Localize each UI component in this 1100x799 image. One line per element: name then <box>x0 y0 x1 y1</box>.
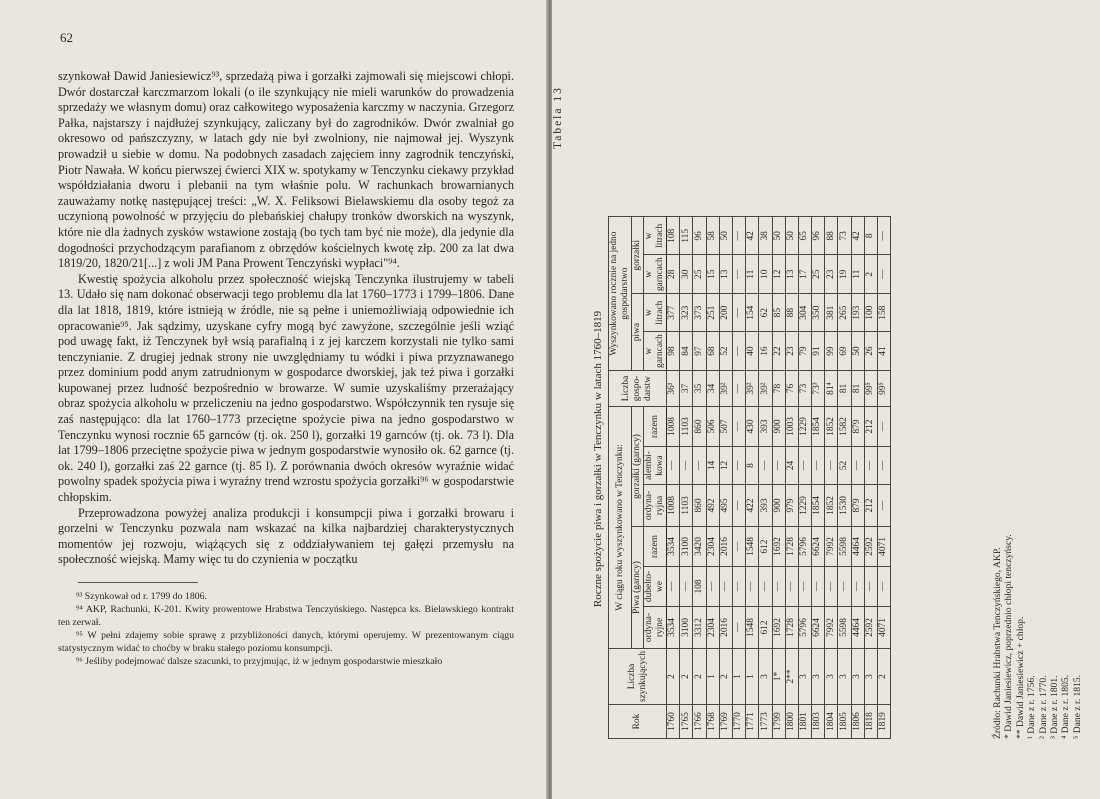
table-cell: 1008 <box>667 406 680 446</box>
table-cell: 39² <box>719 370 732 406</box>
table-cell: 1852 <box>825 484 838 526</box>
table-cell: 6624 <box>812 526 825 566</box>
table-cell: 10 <box>759 255 772 294</box>
table-cell: — <box>825 566 838 606</box>
table-cell: 2 <box>693 648 706 704</box>
table-cell: 42 <box>746 217 759 255</box>
header-dubeltowe: dubelto-we <box>644 566 667 606</box>
header-razem-gorzalki: razem <box>644 406 667 446</box>
table-cell: 3 <box>798 648 811 704</box>
table-cell: — <box>798 566 811 606</box>
table-cell: 979 <box>785 484 798 526</box>
table-cell: — <box>759 446 772 484</box>
table-note: ² Dane z r. 1770. <box>1037 675 1049 739</box>
table-row <box>746 217 759 739</box>
left-page <box>0 0 548 799</box>
table-cell: 1728 <box>785 526 798 566</box>
table-cell: 22 <box>772 332 785 371</box>
table-row <box>693 217 706 739</box>
table-cell: — <box>706 566 719 606</box>
table-cell: 1003 <box>785 406 798 446</box>
table-cell: 1799 <box>772 705 785 739</box>
table-note: * Dawid Janiesiewicz, poprzednio chłopi tenczyńscy. <box>1003 534 1015 739</box>
table-cell: 12 <box>772 255 785 294</box>
table-cell: 212 <box>864 484 877 526</box>
table-cell: 85 <box>772 294 785 332</box>
table-cell: — <box>719 566 732 606</box>
right-page <box>552 0 1100 799</box>
table-cell: 492 <box>706 484 719 526</box>
table-cell: 3100 <box>680 526 693 566</box>
table-cell: 97 <box>693 332 706 371</box>
table-cell: 39² <box>759 370 772 406</box>
table-cell: 2 <box>667 648 680 704</box>
table-cell: 25 <box>693 255 706 294</box>
table-cell: 73³ <box>812 370 825 406</box>
table-cell: 19 <box>838 255 851 294</box>
table-cell: — <box>825 446 838 484</box>
table-cell: 50 <box>772 217 785 255</box>
table-cell: 62 <box>759 294 772 332</box>
table-cell: 3 <box>759 648 772 704</box>
table-cell: 81 <box>851 370 864 406</box>
table-cell: 1692 <box>772 606 785 648</box>
table-cell: 100 <box>864 294 877 332</box>
table-note: ** Dawid Janiesiewicz + chłop. <box>1014 616 1026 739</box>
table-cell: 68 <box>706 332 719 371</box>
table-cell: — <box>864 446 877 484</box>
header-piwa-litrach: w litrach <box>644 294 667 332</box>
table-cell: 79 <box>798 332 811 371</box>
table-cell: — <box>680 566 693 606</box>
table-cell: 16 <box>759 332 772 371</box>
table-cell: — <box>851 446 864 484</box>
table-cell: 2 <box>680 648 693 704</box>
table-cell: — <box>772 566 785 606</box>
header-w-ciagu-roku: W ciągu roku wyszynkowano w Tenczynku: <box>609 406 632 648</box>
table-cell: 4464 <box>851 526 864 566</box>
table-cell: 5598 <box>838 606 851 648</box>
table-cell: 3100 <box>680 606 693 648</box>
table-cell: 76 <box>785 370 798 406</box>
table-cell: 377 <box>667 294 680 332</box>
table-cell: — <box>693 446 706 484</box>
table-cell: 154 <box>746 294 759 332</box>
table-cell: 158 <box>878 294 891 332</box>
table-cell: 5796 <box>798 526 811 566</box>
table-cell: 612 <box>759 606 772 648</box>
table-cell: 1854 <box>812 484 825 526</box>
footnote-93: ⁹³ Szynkował od r. 1799 do 1806. <box>76 591 207 602</box>
table-cell: 506 <box>706 406 719 446</box>
table-cell: 12 <box>719 446 732 484</box>
table-row <box>851 217 864 739</box>
table-row <box>706 217 719 739</box>
table-cell: 1852 <box>825 406 838 446</box>
table-cell: 52 <box>719 332 732 371</box>
table-cell: 14 <box>706 446 719 484</box>
table-cell: 879 <box>851 406 864 446</box>
table-cell: 73 <box>838 217 851 255</box>
table-note: ⁵ Dane z r. 1815. <box>1071 674 1083 739</box>
table-cell: 88 <box>825 217 838 255</box>
table-cell: 1765 <box>680 705 693 739</box>
table-row <box>785 217 798 739</box>
table-cell: 5598 <box>838 526 851 566</box>
table-cell: 900 <box>772 406 785 446</box>
table-cell: — <box>785 566 798 606</box>
header-piwa-per-household: piwa <box>632 294 644 371</box>
table-cell: 1008 <box>667 484 680 526</box>
table-cell: 1760 <box>667 705 680 739</box>
table-row <box>812 217 825 739</box>
table-cell: 1801 <box>798 705 811 739</box>
table-cell: 193 <box>851 294 864 332</box>
table-cell: 373 <box>693 294 706 332</box>
table-cell: 6624 <box>812 606 825 648</box>
table-cell: 1728 <box>785 606 798 648</box>
table-cell: 34 <box>706 370 719 406</box>
table-cell: 612 <box>759 526 772 566</box>
table-cell: 40 <box>746 332 759 371</box>
table-cell: 2 <box>878 648 891 704</box>
table-row <box>825 217 838 739</box>
table-cell: 1* <box>772 648 785 704</box>
table-cell: 860 <box>693 406 706 446</box>
table-cell: — <box>838 566 851 606</box>
table-cell: — <box>878 217 891 255</box>
header-wyszynkowano-rocznie: Wyszynkowano rocznie na jedno gospodarstwo <box>609 217 632 371</box>
table-cell: 2304 <box>706 606 719 648</box>
table-cell: 1530 <box>838 484 851 526</box>
table-cell: — <box>732 484 745 526</box>
table-cell: 3534 <box>667 606 680 648</box>
table-cell: 35 <box>693 370 706 406</box>
table-cell: 3 <box>838 648 851 704</box>
table-cell: 36¹ <box>667 370 680 406</box>
table-cell: — <box>878 255 891 294</box>
table-cell: — <box>772 446 785 484</box>
table-cell: 25 <box>812 255 825 294</box>
table-cell: 38 <box>759 217 772 255</box>
table-cell: 96 <box>812 217 825 255</box>
table-cell: 3312 <box>693 606 706 648</box>
table-cell: 24 <box>785 446 798 484</box>
main-text <box>58 69 514 568</box>
header-gorzalki-per-household: gorzałki <box>632 217 644 294</box>
table-cell: 37 <box>680 370 693 406</box>
table-cell: 4464 <box>851 606 864 648</box>
table-cell: 99 <box>825 332 838 371</box>
table-note: ¹ Dane z r. 1756. <box>1026 675 1038 739</box>
table-cell: 1770 <box>732 705 745 739</box>
footnote-rule <box>78 582 198 583</box>
table-cell: — <box>878 446 891 484</box>
table-cell: 50 <box>719 217 732 255</box>
table-cell: 1768 <box>706 705 719 739</box>
table-cell: 81 <box>838 370 851 406</box>
table-cell: 3534 <box>667 526 680 566</box>
table-cell: 1548 <box>746 606 759 648</box>
table-label: Tabela 13 <box>552 86 564 149</box>
table-cell: 91 <box>812 332 825 371</box>
consumption-table <box>608 216 891 739</box>
table-cell: 3 <box>864 648 877 704</box>
table-cell: 23 <box>825 255 838 294</box>
table-cell: 1819 <box>878 705 891 739</box>
table-cell: 507 <box>719 406 732 446</box>
table-cell: 108 <box>693 566 706 606</box>
header-razem-piwa: razem <box>644 526 667 566</box>
table-cell: 1103 <box>680 484 693 526</box>
table-cell: 1805 <box>838 705 851 739</box>
table-cell: 323 <box>680 294 693 332</box>
table-cell: — <box>732 370 745 406</box>
table-cell: — <box>864 566 877 606</box>
header-piwa-garncach: w garncach <box>644 332 667 371</box>
table-cell: 3 <box>851 648 864 704</box>
table-cell: 2 <box>864 255 877 294</box>
table-cell: 7992 <box>825 606 838 648</box>
table-cell: 304 <box>798 294 811 332</box>
table-note: ⁴ Dane z r. 1805. <box>1060 674 1072 739</box>
table-cell: 2 <box>719 648 732 704</box>
table-cell: 98 <box>667 332 680 371</box>
table-cell: 84 <box>680 332 693 371</box>
table-cell: — <box>680 446 693 484</box>
table-cell: 42 <box>851 217 864 255</box>
table-cell: 81⁴ <box>825 370 838 406</box>
table-cell: — <box>732 294 745 332</box>
table-cell: 52 <box>838 446 851 484</box>
table-cell: — <box>732 566 745 606</box>
table-cell: 11 <box>746 255 759 294</box>
table-cell: 900 <box>772 484 785 526</box>
table-cell: 393 <box>759 484 772 526</box>
table-cell: — <box>667 446 680 484</box>
table-cell: 1 <box>746 648 759 704</box>
table-cell: 2592 <box>864 526 877 566</box>
table-cell: — <box>746 566 759 606</box>
table-cell: — <box>878 406 891 446</box>
table-row <box>759 217 772 739</box>
table-note: Źródło: Rachunki Hrabstwa Tenczyńskiego, AKP. <box>992 547 1003 739</box>
table-cell: — <box>732 446 745 484</box>
table-notes <box>992 534 1083 739</box>
table-cell: 13 <box>785 255 798 294</box>
table-cell: — <box>851 566 864 606</box>
header-gorzalki-litrach: w litrach <box>644 217 667 255</box>
table-cell: 1229 <box>798 484 811 526</box>
table-cell: — <box>732 217 745 255</box>
table-cell: — <box>812 566 825 606</box>
table-cell: 2** <box>785 648 798 704</box>
table-note: ³ Dane z r. 1801. <box>1049 675 1061 739</box>
table-title: Roczne spożycie piwa i gorzałki w Tenczynku w latach 1760–1819 <box>592 310 604 608</box>
table-row <box>878 217 891 739</box>
table-cell: 265 <box>838 294 851 332</box>
table-cell: 88 <box>785 294 798 332</box>
table-cell: 350 <box>812 294 825 332</box>
table-cell: 393 <box>759 406 772 446</box>
table-cell: 1582 <box>838 406 851 446</box>
table-cell: 495 <box>719 484 732 526</box>
table-cell: 73 <box>798 370 811 406</box>
table-cell: 99⁵ <box>864 370 877 406</box>
table-cell: — <box>759 566 772 606</box>
table-row <box>719 217 732 739</box>
table-cell: — <box>878 566 891 606</box>
table-cell: — <box>878 484 891 526</box>
table-cell: — <box>732 406 745 446</box>
table-row <box>798 217 811 739</box>
paragraph-2: Kwestię spożycia alkoholu przez społeczność wiejską Tenczynka ilustrujemy w tabeli 13. Udało się nam dokonać obserwacji tego problemu dla lat 1760–1773 i 1799–1806. Dane dla lat 1818, 1819, które istnieją w źródle, nie są pełne i uniemożliwiają odpowiednie ich opracowanie⁹⁵. Jak sądzimy, uzyskane cyfry mogą być zawyżone, szczególnie jeśli wziąć pod uwagę fakt, iż Tenczynek był wsią parafialną i z jej karczem korzystali nie tylko sami tenczynianie. Z drugiej jednak strony nie uwzględniamy tu wódki i piwa przyznawanego przez dominium podd anym zatrudnionym w gospodarce dworskiej, jak też piwa i gorzałki kupowanej przez ludność bezpośrednio w browarze. W sumie uzyskaliśmy przerażający obraz spożycia alkoholu w przeliczeniu na jedno gospodarstwo. Współczynnik ten rysuje się zaś następująco: dla lat 1760–1773 przeciętne spożycie piwa na jedno gospodarstwo w Tenczynku wynosi rocznie 65 garnców (tj. ok. 250 l), gorzałki 19 garnców (tj. ok. 73 l). Dla lat 1799–1806 przeciętne spożycie piwa w jednym gospodarstwie wynosiło ok. 62 garnce (tj. ok. 240 l), gorzałki zaś 22 garnce (tj. 85 l). Z porównania dwóch okresów wyraźnie widać powolny spadek spożycia piwa i wyraźny trend wzrostu spożycia gorzałki⁹⁶ w gospodarstwie chłopskim. <box>58 271 514 505</box>
table-cell: 1103 <box>680 406 693 446</box>
table-cell: 1692 <box>772 526 785 566</box>
table-cell: 1854 <box>812 406 825 446</box>
table-cell: 41 <box>878 332 891 371</box>
table-cell: 2016 <box>719 606 732 648</box>
header-gorzalki: gorzałki (garncy) <box>632 406 644 526</box>
table-cell: 17 <box>798 255 811 294</box>
table-cell: 1771 <box>746 705 759 739</box>
table-row <box>680 217 693 739</box>
table-cell: 4071 <box>878 606 891 648</box>
table-cell: 58 <box>706 217 719 255</box>
header-ordynaryjne: ordyna-ryjne <box>644 606 667 648</box>
table-row <box>667 217 680 739</box>
paragraph-1: szynkował Dawid Janiesiewicz⁹³, sprzedażą piwa i gorzałki zajmowali się miejscowi chłopi. Dwór dostarczał karczmarzom lokali (o ile szynkujący nie mieli warunków do prowadzenia sprzedaży we własnym domu) oraz całkowitego wyposażenia karczmy w naczynia. Grzegorz Pałka, najstarszy i najdłużej szynkujący, zaliczany był do zagrodników. Dwór zwalniał go okresowo od pańszczyzny, w latach gdy nie był zwolniony, nie najmował jej. Wyszynk prowadził u siebie w domu. Na podobnych zasadach zajęciem inny zagrodnik tenczyński, Piotr Nawała. W końcu pierwszej ćwierci XIX w. spotykamy w Tenczynku ciekawy przykład współdziałania dworu i plebanii na tym właśnie polu. W rachunkach browarnianych zauważamy notkę następującej treści: „W. X. Feliksowi Bielawskiemu dla osoby tegoż za uczynioną powolność w przyjęciu do plebańskiej chałupy tronków dworskich na wyszynk, które nie dla żadnych zysków wstawione zostają (bo tych tam być nie może), dla jedynie dla dogodności przychodzącym parafianom z obrzędów kościelnych kwotę złp. 200 za lat dwa 1819/20, 1820/21[...] z woli JM Pana Prowent Tenczyński wypłaci"⁹⁴. <box>58 69 514 271</box>
table-cell: 1769 <box>719 705 732 739</box>
table-row <box>864 217 877 739</box>
table-cell: 39² <box>746 370 759 406</box>
table-cell: 8 <box>864 217 877 255</box>
table-cell: 50 <box>851 332 864 371</box>
table-cell: 28 <box>667 255 680 294</box>
table-cell: 1548 <box>746 526 759 566</box>
table-cell: 3 <box>812 648 825 704</box>
table-cell: 8 <box>746 446 759 484</box>
table-cell: 1818 <box>864 705 877 739</box>
table-cell: 11 <box>851 255 864 294</box>
paragraph-3: Przeprowadzona powyżej analiza produkcji i konsumpcji piwa i gorzałki browaru i gorzelni w Tenczynku pozwala nam wskazać na kilka najbardziej charakterystycznych momentów jej rozwoju, wiążących się z oddziaływaniem tej gałęzi przemysłu na społeczność wiejską. Mamy więc tu do czynienia w początku <box>58 505 514 567</box>
table-cell: 2016 <box>719 526 732 566</box>
table-row <box>772 217 785 739</box>
table-cell: 1803 <box>812 705 825 739</box>
table-cell: 5796 <box>798 606 811 648</box>
table-cell: 1800 <box>785 705 798 739</box>
table-cell: 251 <box>706 294 719 332</box>
table-body <box>667 217 891 739</box>
table-cell: 212 <box>864 406 877 446</box>
table-cell: — <box>667 566 680 606</box>
table-cell: 30 <box>680 255 693 294</box>
table-cell: 1766 <box>693 705 706 739</box>
table-cell: — <box>732 526 745 566</box>
table-cell: 65 <box>798 217 811 255</box>
table-cell: 115 <box>680 217 693 255</box>
table-cell: 1804 <box>825 705 838 739</box>
table-cell: 1 <box>706 648 719 704</box>
table-cell: 3 <box>825 648 838 704</box>
header-alembikowa: alembi-kowa <box>644 446 667 484</box>
table-cell: — <box>732 606 745 648</box>
table-cell: 7992 <box>825 526 838 566</box>
table-cell: 15 <box>706 255 719 294</box>
page-number: 62 <box>60 30 73 45</box>
table-cell: 2304 <box>706 526 719 566</box>
table-cell: 1229 <box>798 406 811 446</box>
header-piwa: Piwa (garncy) <box>632 526 644 648</box>
table-cell: 78 <box>772 370 785 406</box>
header-ordynaryjna: ordyna-ryjna <box>644 484 667 526</box>
table-cell: 99⁵ <box>878 370 891 406</box>
table-cell: 2592 <box>864 606 877 648</box>
table-cell: 200 <box>719 294 732 332</box>
footnote-95: ⁹⁵ W pełni zdajemy sobie sprawę z przybliżoności danych, którymi operujemy. W prezentowanym ciągu statystycznym widać to choćby w braku stałego poziomu konsumpcji. <box>58 630 514 654</box>
table-cell: 3420 <box>693 526 706 566</box>
header-liczba-szynkujacych: Liczba szynkujących <box>609 648 667 704</box>
table-cell: 879 <box>851 484 864 526</box>
table-cell: 50 <box>785 217 798 255</box>
table-cell: 4071 <box>878 526 891 566</box>
table-cell: 422 <box>746 484 759 526</box>
table-row <box>838 217 851 739</box>
footnote-94: ⁹⁴ AKP, Rachunki, K-201. Kwity prowentowe Hrabstwa Tenczyńskiego. Następca ks. Bielawskiego kontrakt ten zerwał. <box>58 604 514 628</box>
header-liczba-gospodarstw: Liczba gospo-darstw <box>609 370 667 406</box>
footnote-96: ⁹⁶ Jeśliby podejmować dalsze szacunki, to przyjmując, iż w jednym gospodarstwie mieszkało <box>76 656 443 668</box>
table-cell: 1 <box>732 648 745 704</box>
footnotes <box>58 591 514 668</box>
header-gorzalki-garncach: w garncach <box>644 255 667 294</box>
table-cell: 96 <box>693 217 706 255</box>
table-cell: 1806 <box>851 705 864 739</box>
table-cell: — <box>732 332 745 371</box>
table-cell: 860 <box>693 484 706 526</box>
table-cell: 13 <box>719 255 732 294</box>
table-cell: 26 <box>864 332 877 371</box>
rotated-table-block <box>552 39 1094 799</box>
table-cell: 69 <box>838 332 851 371</box>
table-cell: 430 <box>746 406 759 446</box>
table-cell: 1773 <box>759 705 772 739</box>
table-cell: 381 <box>825 294 838 332</box>
table-cell: 23 <box>785 332 798 371</box>
table-row <box>732 217 745 739</box>
table-cell: — <box>732 255 745 294</box>
header-rok: Rok <box>609 705 667 739</box>
table-cell: — <box>798 446 811 484</box>
table-cell: 108 <box>667 217 680 255</box>
table-cell: — <box>812 446 825 484</box>
